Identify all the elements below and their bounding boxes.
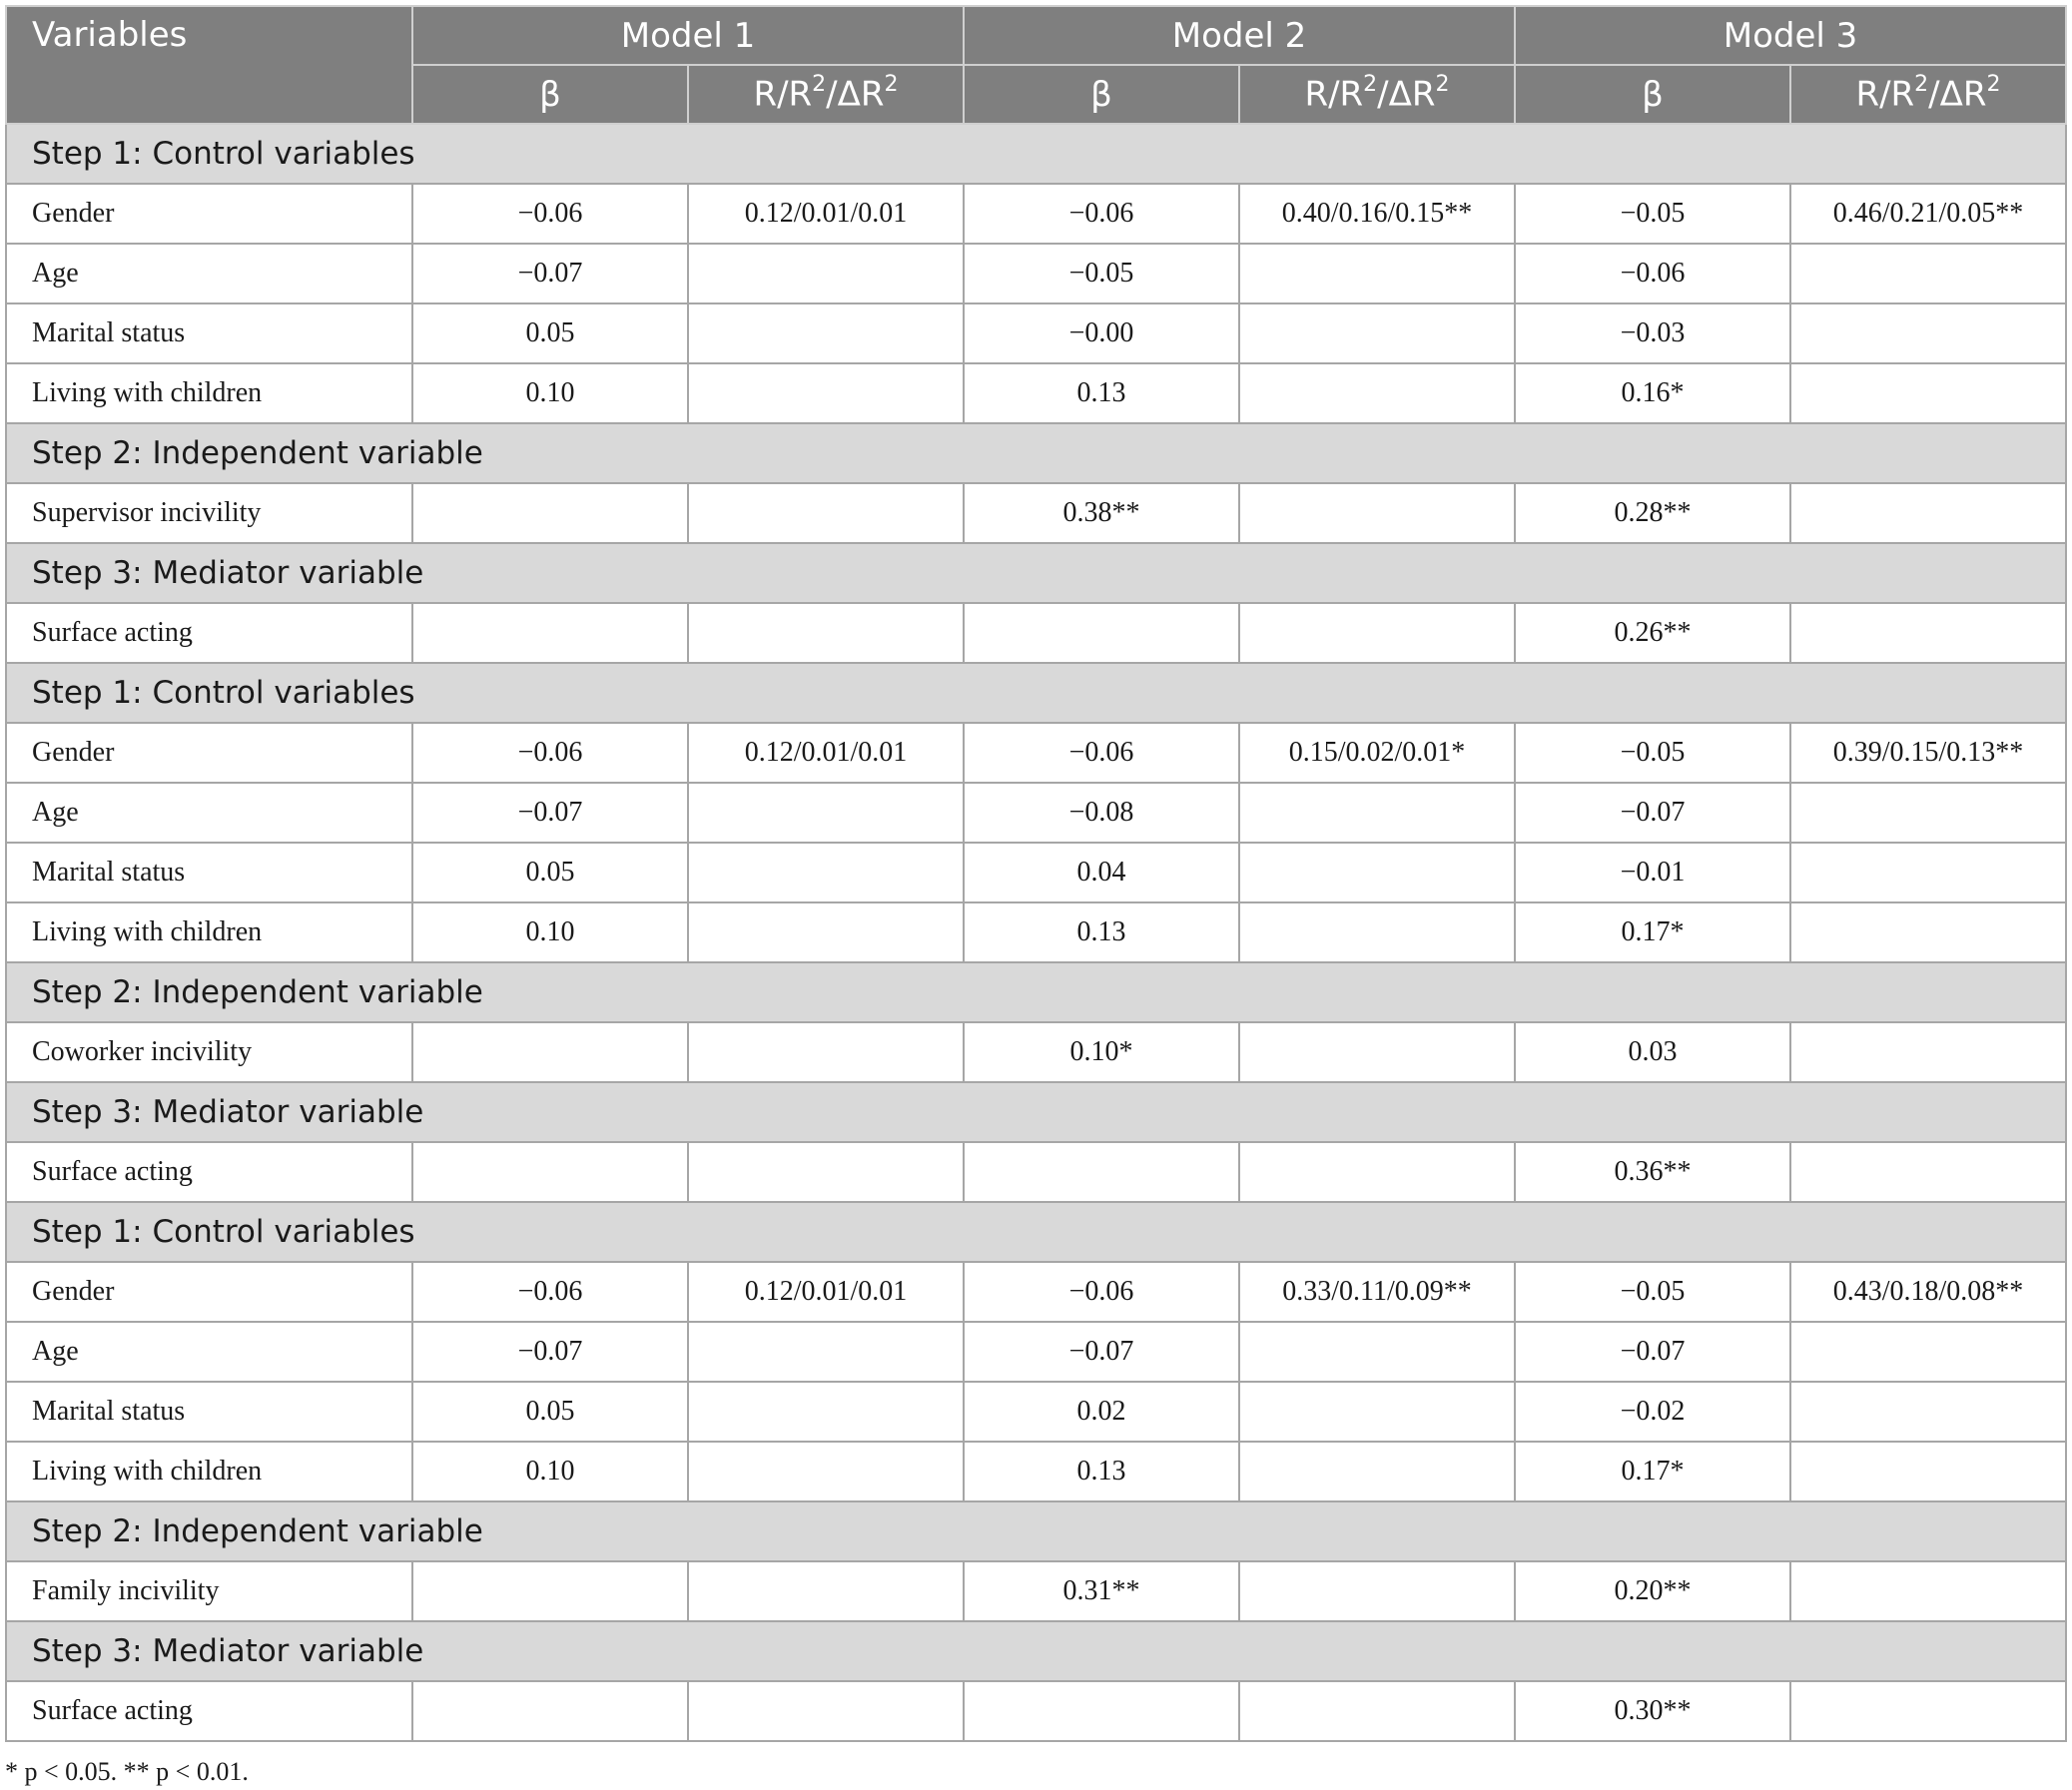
r-stat-cell: 0.43/0.18/0.08**	[1790, 1262, 2066, 1322]
r-stat-cell	[1790, 603, 2066, 663]
r-stat-cell	[688, 603, 964, 663]
section-header-row	[6, 962, 2066, 1022]
r-stat-cell	[688, 244, 964, 303]
variable-label: Gender	[6, 184, 412, 244]
variables-header: Variables	[6, 6, 412, 124]
beta-cell: 0.10*	[964, 1022, 1239, 1082]
beta-cell: −0.07	[412, 1322, 688, 1382]
table-row	[6, 603, 2066, 663]
r-stat-cell	[1239, 1142, 1515, 1202]
table-row	[6, 1142, 2066, 1202]
r-squared-superscript: 2	[1363, 72, 1378, 98]
r-stat-cell: 0.39/0.15/0.13**	[1790, 723, 2066, 783]
r-stat-cell	[688, 902, 964, 962]
beta-cell	[412, 1681, 688, 1741]
table-row	[6, 1322, 2066, 1382]
variable-label: Living with children	[6, 363, 412, 423]
table-row	[6, 783, 2066, 843]
r-stat-cell	[688, 783, 964, 843]
table-row	[6, 902, 2066, 962]
table-row	[6, 843, 2066, 902]
section-title: Step 3: Mediator variable	[6, 1082, 2066, 1142]
r-stat-cell	[688, 1322, 964, 1382]
model-3-header: Model 3	[1515, 6, 2066, 65]
variable-label: Age	[6, 244, 412, 303]
r-stat-cell	[1239, 1022, 1515, 1082]
r-stat-cell: 0.46/0.21/0.05**	[1790, 184, 2066, 244]
section-header-row	[6, 1501, 2066, 1561]
beta-cell: 0.02	[964, 1382, 1239, 1442]
r-stat-cell: 0.12/0.01/0.01	[688, 1262, 964, 1322]
beta-cell: 0.20**	[1515, 1561, 1790, 1621]
table-row	[6, 1561, 2066, 1621]
section-header-row	[6, 1621, 2066, 1681]
section-header-row	[6, 543, 2066, 603]
beta-cell: −0.07	[964, 1322, 1239, 1382]
r-stat-cell	[1239, 843, 1515, 902]
r-stat-cell	[1790, 483, 2066, 543]
section-header-row	[6, 423, 2066, 483]
table-row	[6, 363, 2066, 423]
beta-cell: 0.16*	[1515, 363, 1790, 423]
beta-cell: 0.05	[412, 1382, 688, 1442]
section-title: Step 1: Control variables	[6, 663, 2066, 723]
beta-cell: 0.13	[964, 363, 1239, 423]
beta-cell: 0.31**	[964, 1561, 1239, 1621]
r-stat-cell	[1239, 783, 1515, 843]
r-stat-cell	[688, 303, 964, 363]
beta-cell: −0.07	[1515, 1322, 1790, 1382]
r-stat-cell	[1239, 303, 1515, 363]
variable-label: Marital status	[6, 303, 412, 363]
table-row	[6, 1681, 2066, 1741]
r-stat-cell	[688, 1681, 964, 1741]
r-stat-cell	[1239, 1561, 1515, 1621]
delta-r-squared-superscript: 2	[1435, 72, 1450, 98]
beta-cell: −0.02	[1515, 1382, 1790, 1442]
section-header-row	[6, 663, 2066, 723]
section-title: Step 1: Control variables	[6, 1202, 2066, 1262]
beta-cell: −0.01	[1515, 843, 1790, 902]
beta-cell: −0.05	[1515, 1262, 1790, 1322]
beta-cell: 0.28**	[1515, 483, 1790, 543]
beta-cell: 0.04	[964, 843, 1239, 902]
section-title: Step 3: Mediator variable	[6, 1621, 2066, 1681]
table-row	[6, 244, 2066, 303]
model-1-r-header	[688, 65, 964, 124]
r-stat-cell	[688, 1022, 964, 1082]
delta-r-label: /ΔR	[1928, 74, 1987, 115]
r-stat-cell	[688, 1561, 964, 1621]
r-stat-cell	[688, 483, 964, 543]
beta-cell: 0.38**	[964, 483, 1239, 543]
variable-label: Surface acting	[6, 1681, 412, 1741]
r-stat-cell	[1790, 1322, 2066, 1382]
beta-cell: −0.05	[1515, 184, 1790, 244]
r-stat-cell	[688, 1382, 964, 1442]
delta-r-squared-superscript: 2	[884, 72, 899, 98]
beta-cell: 0.10	[412, 363, 688, 423]
beta-cell: −0.07	[412, 783, 688, 843]
table-row	[6, 1442, 2066, 1501]
r-stat-cell	[1790, 303, 2066, 363]
r-stat-cell	[688, 1442, 964, 1501]
r-stat-cell	[1790, 843, 2066, 902]
r-label: R/R	[1855, 74, 1915, 115]
r-stat-cell	[1239, 1442, 1515, 1501]
r-label: R/R	[753, 74, 813, 115]
r-stat-cell	[1239, 363, 1515, 423]
beta-cell: 0.26**	[1515, 603, 1790, 663]
r-stat-cell	[1790, 363, 2066, 423]
table-row	[6, 1382, 2066, 1442]
beta-cell: −0.03	[1515, 303, 1790, 363]
section-header-row	[6, 1082, 2066, 1142]
model-1-beta-header: β	[412, 65, 688, 124]
r-stat-cell	[1239, 902, 1515, 962]
table-row	[6, 303, 2066, 363]
r-stat-cell	[1790, 1142, 2066, 1202]
r-stat-cell	[1790, 1382, 2066, 1442]
section-title: Step 2: Independent variable	[6, 962, 2066, 1022]
r-stat-cell: 0.12/0.01/0.01	[688, 723, 964, 783]
significance-footnote: * p < 0.05. ** p < 0.01.	[5, 1757, 249, 1786]
beta-cell: 0.10	[412, 1442, 688, 1501]
r-stat-cell: 0.33/0.11/0.09**	[1239, 1262, 1515, 1322]
beta-cell: 0.05	[412, 303, 688, 363]
beta-cell: 0.17*	[1515, 1442, 1790, 1501]
header-row-models	[6, 6, 2066, 65]
table-header	[6, 6, 2066, 124]
section-title: Step 2: Independent variable	[6, 1501, 2066, 1561]
r-stat-cell	[688, 843, 964, 902]
beta-cell: −0.06	[964, 723, 1239, 783]
beta-cell: 0.13	[964, 902, 1239, 962]
model-3-r-header	[1790, 65, 2066, 124]
beta-cell: 0.10	[412, 902, 688, 962]
beta-cell	[412, 1142, 688, 1202]
r-stat-cell	[688, 363, 964, 423]
variable-label: Surface acting	[6, 1142, 412, 1202]
r-stat-cell	[688, 1142, 964, 1202]
model-2-header: Model 2	[964, 6, 1515, 65]
variable-label: Supervisor incivility	[6, 483, 412, 543]
variable-label: Living with children	[6, 902, 412, 962]
beta-cell: −0.07	[412, 244, 688, 303]
variable-label: Gender	[6, 1262, 412, 1322]
r-stat-cell	[1239, 1382, 1515, 1442]
r-stat-cell	[1790, 1022, 2066, 1082]
table-row	[6, 184, 2066, 244]
beta-cell	[412, 483, 688, 543]
r-label: R/R	[1304, 74, 1364, 115]
beta-cell: −0.07	[1515, 783, 1790, 843]
regression-table-container	[5, 5, 2067, 1742]
model-3-beta-header: β	[1515, 65, 1790, 124]
r-stat-cell: 0.12/0.01/0.01	[688, 184, 964, 244]
beta-cell: 0.30**	[1515, 1681, 1790, 1741]
beta-cell: −0.06	[964, 1262, 1239, 1322]
r-stat-cell	[1239, 1681, 1515, 1741]
delta-r-squared-superscript: 2	[1986, 72, 2001, 98]
r-squared-superscript: 2	[812, 72, 827, 98]
section-title: Step 1: Control variables	[6, 124, 2066, 184]
variable-label: Gender	[6, 723, 412, 783]
r-squared-superscript: 2	[1914, 72, 1929, 98]
table-row	[6, 1262, 2066, 1322]
beta-cell: −0.06	[1515, 244, 1790, 303]
model-1-header: Model 1	[412, 6, 964, 65]
beta-cell: −0.06	[412, 723, 688, 783]
beta-cell	[964, 1681, 1239, 1741]
variable-label: Age	[6, 1322, 412, 1382]
beta-cell	[964, 1142, 1239, 1202]
beta-cell: −0.06	[412, 1262, 688, 1322]
beta-cell: −0.06	[964, 184, 1239, 244]
beta-cell: −0.05	[964, 244, 1239, 303]
section-title: Step 3: Mediator variable	[6, 543, 2066, 603]
beta-cell	[412, 1022, 688, 1082]
beta-cell: 0.05	[412, 843, 688, 902]
r-stat-cell	[1790, 1681, 2066, 1741]
variable-label: Living with children	[6, 1442, 412, 1501]
variable-label: Surface acting	[6, 603, 412, 663]
r-stat-cell	[1790, 902, 2066, 962]
r-stat-cell	[1790, 1561, 2066, 1621]
variable-label: Age	[6, 783, 412, 843]
r-stat-cell	[1239, 483, 1515, 543]
variable-label: Coworker incivility	[6, 1022, 412, 1082]
model-2-r-header	[1239, 65, 1515, 124]
variable-label: Family incivility	[6, 1561, 412, 1621]
beta-cell	[964, 603, 1239, 663]
r-stat-cell	[1790, 1442, 2066, 1501]
variable-label: Marital status	[6, 843, 412, 902]
beta-cell: −0.08	[964, 783, 1239, 843]
r-stat-cell	[1239, 1322, 1515, 1382]
r-stat-cell	[1239, 603, 1515, 663]
regression-table	[5, 5, 2067, 1742]
table-row	[6, 1022, 2066, 1082]
r-stat-cell: 0.15/0.02/0.01*	[1239, 723, 1515, 783]
beta-cell	[412, 603, 688, 663]
beta-cell: −0.00	[964, 303, 1239, 363]
delta-r-label: /ΔR	[826, 74, 885, 115]
beta-cell: 0.36**	[1515, 1142, 1790, 1202]
variable-label: Marital status	[6, 1382, 412, 1442]
r-stat-cell	[1790, 783, 2066, 843]
section-header-row	[6, 124, 2066, 184]
table-row	[6, 723, 2066, 783]
delta-r-label: /ΔR	[1377, 74, 1436, 115]
beta-cell: 0.17*	[1515, 902, 1790, 962]
r-stat-cell	[1239, 244, 1515, 303]
r-stat-cell: 0.40/0.16/0.15**	[1239, 184, 1515, 244]
r-stat-cell	[1790, 244, 2066, 303]
beta-cell: 0.13	[964, 1442, 1239, 1501]
beta-cell: 0.03	[1515, 1022, 1790, 1082]
beta-cell: −0.05	[1515, 723, 1790, 783]
table-row	[6, 483, 2066, 543]
beta-cell: −0.06	[412, 184, 688, 244]
beta-cell	[412, 1561, 688, 1621]
section-header-row	[6, 1202, 2066, 1262]
table-body	[6, 124, 2066, 1741]
section-title: Step 2: Independent variable	[6, 423, 2066, 483]
model-2-beta-header: β	[964, 65, 1239, 124]
